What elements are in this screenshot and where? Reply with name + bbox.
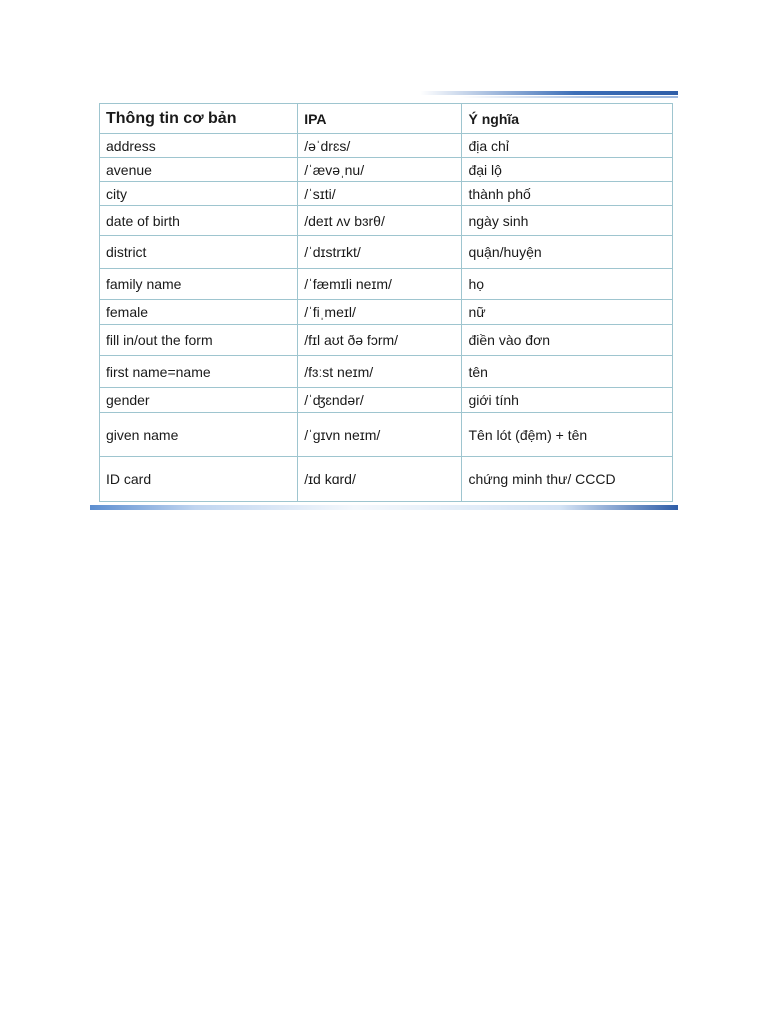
table-row	[100, 413, 673, 457]
ipa-cell: /ˈʤɛndər/	[298, 388, 462, 413]
term-cell: address	[100, 134, 298, 158]
ipa-cell: /fɜːst neɪm/	[298, 356, 462, 388]
meaning-cell: tên	[462, 356, 673, 388]
table-header-row	[100, 104, 673, 134]
ipa-cell: /ˈfiˌmeɪl/	[298, 300, 462, 325]
meaning-cell: chứng minh thư/ CCCD	[462, 457, 673, 502]
table-row	[100, 158, 673, 182]
term-cell: fill in/out the form	[100, 325, 298, 356]
table-row	[100, 300, 673, 325]
header-ipa: IPA	[298, 104, 462, 134]
table-row	[100, 236, 673, 269]
bottom-accent-bar	[90, 505, 678, 510]
meaning-cell: họ	[462, 269, 673, 300]
meaning-cell: Tên lót (đệm) + tên	[462, 413, 673, 457]
ipa-cell: /deɪt ʌv bɜrθ/	[298, 206, 462, 236]
meaning-cell: ngày sinh	[462, 206, 673, 236]
meaning-cell: điền vào đơn	[462, 325, 673, 356]
meaning-cell: đại lộ	[462, 158, 673, 182]
ipa-cell: /ɪd kɑrd/	[298, 457, 462, 502]
ipa-cell: /əˈdrɛs/	[298, 134, 462, 158]
term-cell: city	[100, 182, 298, 206]
term-cell: date of birth	[100, 206, 298, 236]
term-cell: gender	[100, 388, 298, 413]
table-row	[100, 134, 673, 158]
term-cell: first name=name	[100, 356, 298, 388]
term-cell: ID card	[100, 457, 298, 502]
ipa-cell: /ˈfæmɪli neɪm/	[298, 269, 462, 300]
ipa-cell: /ˈsɪti/	[298, 182, 462, 206]
table-row	[100, 269, 673, 300]
top-accent-bar	[420, 91, 678, 95]
meaning-cell: địa chỉ	[462, 134, 673, 158]
ipa-cell: /ˈævəˌnu/	[298, 158, 462, 182]
table-row	[100, 457, 673, 502]
header-term: Thông tin cơ bản	[100, 104, 298, 134]
term-cell: given name	[100, 413, 298, 457]
top-accent-line	[460, 96, 678, 98]
header-meaning: Ý nghĩa	[462, 104, 673, 134]
term-cell: female	[100, 300, 298, 325]
table-row	[100, 182, 673, 206]
term-cell: district	[100, 236, 298, 269]
meaning-cell: nữ	[462, 300, 673, 325]
vocabulary-table	[99, 103, 673, 502]
meaning-cell: quận/huyện	[462, 236, 673, 269]
table-row	[100, 388, 673, 413]
term-cell: avenue	[100, 158, 298, 182]
term-cell: family name	[100, 269, 298, 300]
ipa-cell: /fɪl aʊt ðə fɔrm/	[298, 325, 462, 356]
table-row	[100, 325, 673, 356]
ipa-cell: /ˈdɪstrɪkt/	[298, 236, 462, 269]
meaning-cell: thành phố	[462, 182, 673, 206]
meaning-cell: giới tính	[462, 388, 673, 413]
table-row	[100, 356, 673, 388]
table-row	[100, 206, 673, 236]
ipa-cell: /ˈgɪvn neɪm/	[298, 413, 462, 457]
